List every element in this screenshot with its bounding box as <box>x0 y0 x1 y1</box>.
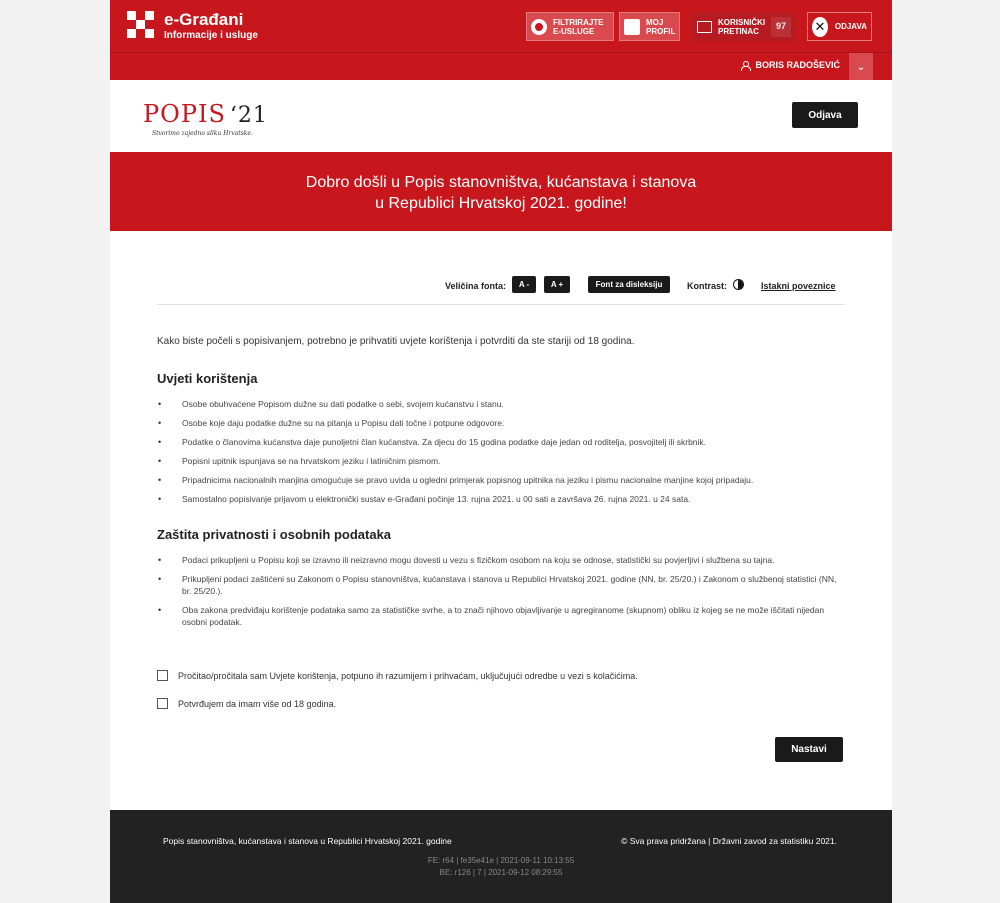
welcome-banner <box>110 152 892 231</box>
popis-logo-word: POPIS <box>143 100 226 128</box>
contrast-icon[interactable] <box>733 279 744 290</box>
profile-label-1: MOJ <box>646 17 664 27</box>
inbox-button[interactable] <box>692 12 796 41</box>
privacy-list <box>158 554 847 628</box>
filter-label-1: FILTRIRAJTE <box>553 17 604 27</box>
egradjani-header <box>110 0 892 52</box>
list-item: • Oba zakona predviđaju korištenje podataka samo za statističke svrhe, a to znači njihovo objavljivanje u agregiranome (skupnom) obliku iz kojeg se ne može iščitati nijedan osobni podatak. <box>158 604 847 628</box>
list-item: • Samostalno popisivanje prijavom u elektronički sustav e-Građani počinje 13. rujna 2021. u 00 sati a završava 26. rujna 2021. u 24 sata. <box>158 493 847 505</box>
list-item: • Popisni upitnik ispunjava se na hrvatskom jeziku i latiničnim pismom. <box>158 455 847 467</box>
terms-list <box>158 398 847 505</box>
terms-checkbox-label[interactable]: Pročitao/pročitala sam Uvjete korištenja, potpuno ih razumijem i prihvaćam, uključujući odredbe u vezi s kolačićima. <box>178 670 638 681</box>
age-checkbox-row[interactable] <box>157 698 336 709</box>
list-item: • Podaci prikupljeni u Popisu koji se izravno ili neizravno mogu dovesti u vezu s fizičkom osobom na koju se odnose, statistički su povjerljivi i službena su tajna. <box>158 554 847 566</box>
basketball-icon <box>531 19 547 35</box>
intro-text: Kako biste počeli s popisivanjem, potrebno je prihvatiti uvjete korištenja i potvrditi da ste stariji od 18 godina. <box>157 336 635 347</box>
user-name: BORIS RADOŠEVIĆ <box>755 60 840 70</box>
list-item: • Osobe obuhvaćene Popisom dužne su dati podatke o sebi, svojem kućanstvu i stanu. <box>158 398 847 410</box>
app-title[interactable]: e-Građani <box>164 10 244 29</box>
profile-label-2: PROFIL <box>646 26 676 36</box>
inbox-label-2: PRETINAC <box>718 26 759 36</box>
footer <box>110 810 892 903</box>
filter-label-2: E-USLUGE <box>553 26 595 36</box>
list-item: • Pripadnicima nacionalnih manjina omogućuje se pravo uvida u ogledni primjerak popisnog upitnika na jeziku i pismu nacionalne manjine kojoj pripadaju. <box>158 474 847 486</box>
footer-right-text: © Sva prava pridržana | Državni zavod za statistiku 2021. <box>621 836 837 846</box>
popis-logo[interactable] <box>143 100 268 137</box>
user-bar <box>110 52 892 80</box>
dyslexia-font-button[interactable]: Font za disleksiju <box>588 276 670 293</box>
terms-checkbox-row[interactable] <box>157 670 638 681</box>
age-checkbox-label[interactable]: Potvrđujem da imam više od 18 godina. <box>178 698 337 709</box>
font-decrease-button[interactable]: A - <box>512 276 536 293</box>
age-checkbox[interactable] <box>157 698 168 709</box>
inbox-count-badge: 97 <box>771 17 791 37</box>
popis-logo-year: ‘21 <box>229 103 268 128</box>
footer-left-text: Popis stanovništva, kućanstava i stanova u Republici Hrvatskoj 2021. godine <box>163 836 452 846</box>
font-increase-button[interactable]: A + <box>544 276 570 293</box>
backend-version: BE: r126 | 7 | 2021-09-12 08:29:55 <box>439 868 563 877</box>
close-icon: ✕ <box>812 17 828 37</box>
profile-icon <box>624 19 640 35</box>
privacy-heading: Zaštita privatnosti i osobnih podataka <box>157 527 392 542</box>
font-size-label: Veličina fonta: <box>445 281 507 291</box>
banner-line-2: u Republici Hrvatskoj 2021. godine! <box>375 195 627 212</box>
egradjani-logout-button[interactable] <box>807 12 872 41</box>
terms-heading: Uvjeti korištenja <box>157 371 258 386</box>
highlight-links-link[interactable]: Istakni poveznice <box>761 281 836 291</box>
user-icon <box>741 61 749 70</box>
user-menu[interactable] <box>741 60 840 70</box>
list-item: • Podatke o članovima kućanstva daje punoljetni član kućanstva. Za djecu do 15 godina podatke daje jedan od roditelja, posvojitelj ili skrbnik. <box>158 436 847 448</box>
popis-tagline: Stvorimo zajedno sliku Hrvatske. <box>152 130 253 137</box>
inbox-label-1: KORISNIČKI <box>718 17 766 27</box>
chevron-down-icon[interactable]: ⌄ <box>849 53 873 81</box>
popis-logout-button[interactable]: Odjava <box>792 102 858 128</box>
filter-services-button[interactable] <box>526 12 614 41</box>
list-item: • Osobe koje daju podatke dužne su na pitanja u Popisu dati točne i potpune odgovore. <box>158 417 847 429</box>
terms-content <box>157 336 847 628</box>
continue-button[interactable]: Nastavi <box>775 737 843 762</box>
popis-card <box>110 80 892 810</box>
contrast-label: Kontrast: <box>687 281 727 291</box>
terms-checkbox[interactable] <box>157 670 168 681</box>
my-profile-button[interactable] <box>619 12 680 41</box>
app-subtitle: Informacije i usluge <box>164 30 258 41</box>
egradjani-logo-icon[interactable] <box>127 11 154 38</box>
divider <box>157 304 845 305</box>
inbox-icon <box>697 21 712 33</box>
logout-label: ODJAVA <box>834 22 867 31</box>
accessibility-toolbar <box>110 276 892 296</box>
frontend-version: FE: r64 | fe35e41e | 2021-09-11 10:13:55 <box>427 856 575 865</box>
list-item: • Prikupljeni podaci zaštićeni su Zakonom o Popisu stanovništva, kućanstava i stanova u Republici Hrvatskoj 2021. godine (NN, br. 25/20.) i Zakonom o službenoj statistici (NN, br. 25/20.). <box>158 573 847 597</box>
banner-line-1: Dobro došli u Popis stanovništva, kućanstava i stanova <box>305 174 697 191</box>
